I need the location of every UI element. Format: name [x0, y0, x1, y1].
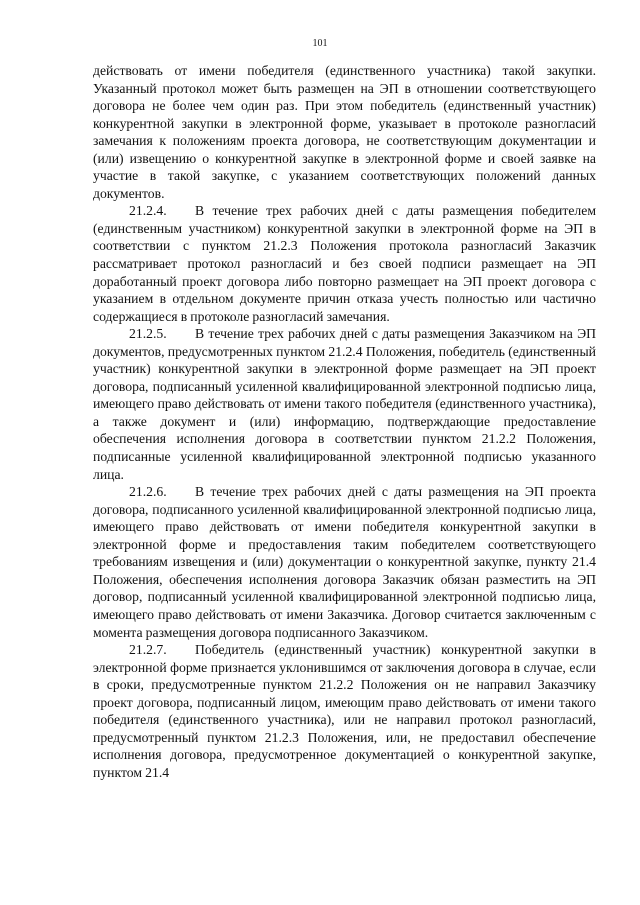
clause-number: 21.2.6.: [129, 484, 167, 500]
clause-21-2-5: [93, 325, 596, 483]
clause-number: 21.2.5.: [129, 326, 167, 342]
clause-text: Победитель (единственный участник) конкурентной закупки в электронной форме признается уклонившимся от заключения договора в случае, если в сроки, предусмотренные пунктом 21.2.2 Положения он не направил Заказчику проект договора, подписанный лицом, имеющим право действовать от имени такого победителя (единственного участника), или не направил протокол разногласий, предусмотренный пунктом 21.2.3 Положения, или, не предоставил обеспечение исполнения договора, предусмотренное документацией о конкурентной закупке, пунктом 21.4: [93, 642, 596, 780]
clause-text: В течение трех рабочих дней с даты размещения Заказчиком на ЭП документов, предусмотренных пунктом 21.2.4 Положения, победитель (единственный участник) конкурентной закупки в электронной форме размещает на ЭП проект договора, подписанный усиленной квалифицированной электронной подписью лица, имеющего право действовать от имени такого победителя (единственного участника), а также документ и (или) информацию, подтверждающие предоставление обеспечения исполнения договора в соответствии пунктом 21.2.2 Положения, подписанные усиленной квалифицированной электронной подписью указанного лица.: [93, 326, 596, 482]
paragraph-continuation: [93, 62, 596, 202]
clause-21-2-4: [93, 202, 596, 325]
clause-text: В течение трех рабочих дней с даты размещения победителем (единственным участником) конкурентной закупки в электронной форме на ЭП в соответствии с пунктом 21.2.3 Положения протокола разногласий Заказчик рассматривает протокол разногласий и без своей подписи размещает на ЭП доработанный проект договора либо повторно размещает на ЭП проект договора с указанием в отдельном документе причин отказа учесть полностью или частично содержащиеся в протоколе разногласий замечания.: [93, 203, 596, 324]
clause-21-2-7: [93, 641, 596, 781]
paragraph-text: действовать от имени победителя (единственного участника) такой закупки. Указанный протокол может быть размещен на ЭП в отношении соответствующего договора не более чем один раз. При этом победитель (единственный участник) конкурентной закупки в электронной форме, указывает в протоколе разногласий замечания к положениям проекта договора, не соответствующим документации и (или) извещению о конкурентной закупке в электронной форме и своей заявке на участие в такой закупке, с указанием соответствующих положений данных документов.: [93, 63, 596, 201]
clause-text: В течение трех рабочих дней с даты размещения на ЭП проекта договора, подписанного усиленной квалифицированной электронной подписью лица, имеющего право действовать от имени победителя конкурентной закупки в электронной форме и предоставления таким победителем соответствующего требованиям извещения и (или) документации о конкурентной закупке, пункту 21.4 Положения, обеспечения исполнения договора Заказчик обязан разместить на ЭП договор, подписанный усиленной квалифицированной электронной подписью лица, имеющего право действовать от имени Заказчика. Договор считается заключенным с момента размещения договора подписанного Заказчиком.: [93, 484, 596, 640]
clause-number: 21.2.7.: [129, 642, 167, 658]
page-number: 101: [312, 38, 328, 49]
document-body: [93, 62, 596, 781]
clause-number: 21.2.4.: [129, 203, 167, 219]
clause-21-2-6: [93, 483, 596, 641]
